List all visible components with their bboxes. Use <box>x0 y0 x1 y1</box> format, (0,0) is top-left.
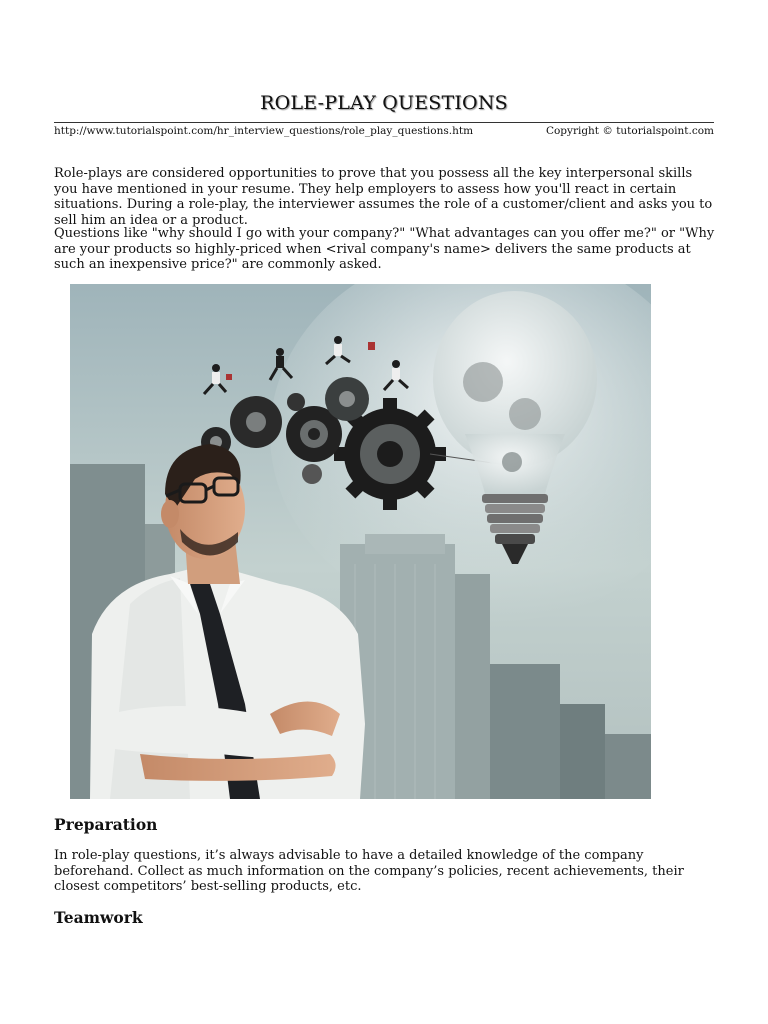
section-heading-teamwork: Teamwork <box>54 908 143 927</box>
source-url: http://www.tutorialspoint.com/hr_interview_questions/role_play_questions.htm <box>54 125 474 137</box>
section-heading-preparation: Preparation <box>54 815 158 834</box>
businessman-ideas-illustration <box>70 284 651 799</box>
intro-paragraph: Role-plays are considered opportunities to prove that you possess all the key interpersonal skills you have mentioned in your resume. They help employers to assess how you'll react in certain situations. During a role-play, the interviewer assumes the role of a customer/client and asks you to sell him an idea or a product. <box>54 166 713 228</box>
copyright-notice: Copyright © tutorialspoint.com <box>545 125 714 137</box>
header-rule <box>54 122 714 123</box>
page-title: ROLE-PLAY QUESTIONS <box>260 92 508 114</box>
questions-paragraph: Questions like "why should I go with your company?" "What advantages can you offer me?" or "Why are your products so highly-priced when <rival company's name> delivers the same products at such an inexpensive price?" are commonly asked. <box>54 226 715 272</box>
preparation-paragraph: In role-play questions, it’s always advisable to have a detailed knowledge of the company beforehand. Collect as much information on the company’s policies, recent achievements, their closest competitors’ best-selling products, etc. <box>54 848 684 894</box>
